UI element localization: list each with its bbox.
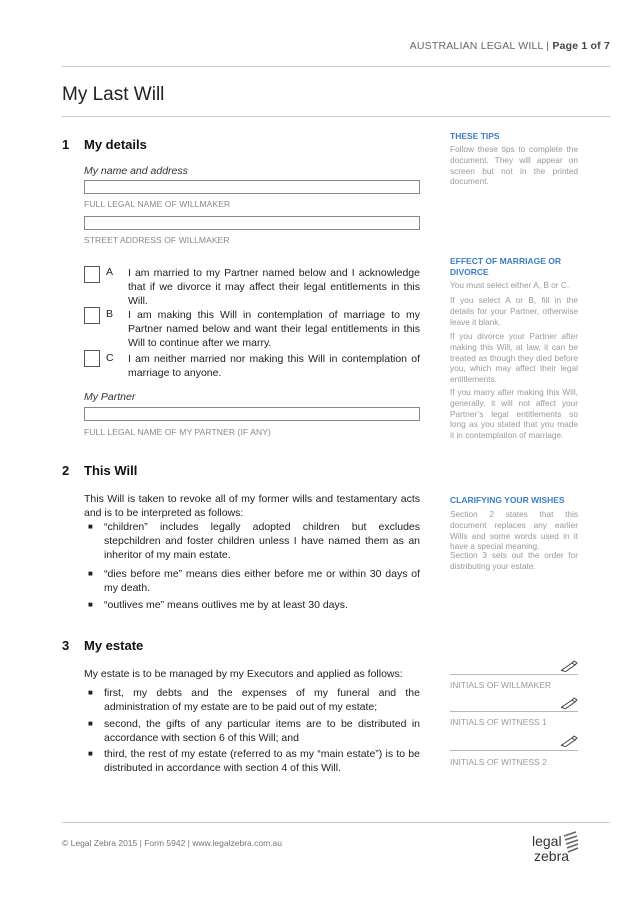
pen-icon <box>560 735 578 747</box>
option-a-text: I am married to my Partner named below and I acknowledge that if we divorce it may affect their legal entitlements in this Will. <box>128 267 420 307</box>
tip-text: If you select A or B, fill in the details for your Partner, otherwise leave it blank. <box>450 295 578 327</box>
section-3-number: 3 <box>62 638 70 653</box>
section-1-title: My details <box>84 137 147 152</box>
pen-icon <box>560 660 578 672</box>
initials-caption: INITIALS OF WITNESS 2 <box>450 757 547 767</box>
footer-text: © Legal Zebra 2015 | Form 5942 | www.legalzebra.com.au <box>62 838 282 848</box>
bullet-icon: ■ <box>88 749 93 758</box>
tip-text: Follow these tips to complete the document. They will appear on screen but not in the printed document. <box>450 144 578 187</box>
section-2-bullet: “dies before me” means dies either before me or within 30 days of my death. <box>104 568 420 594</box>
section-3-bullet: second, the gifts of any particular items are to be distributed in accordance with section 6 of this Will; and <box>104 718 420 744</box>
section-3-intro: My estate is to be managed by my Executors and applied as follows: <box>84 668 403 680</box>
willmaker-address-field[interactable] <box>84 216 420 230</box>
option-c-letter: C <box>106 352 114 364</box>
willmaker-name-field[interactable] <box>84 180 420 194</box>
tip-text: If you divorce your Partner after making this Will, at law, it can be treated as though they died before you, which may affect their legal entitlements. <box>450 331 578 385</box>
willmaker-name-caption: FULL LEGAL NAME OF WILLMAKER <box>84 199 231 209</box>
logo-word-zebra: zebra <box>534 848 570 864</box>
witness-2-initials-line[interactable] <box>450 750 578 751</box>
bullet-icon: ■ <box>88 688 93 697</box>
section-1-number: 1 <box>62 137 70 152</box>
section-2-bullet: “outlives me” means outlives me by at least 30 days. <box>104 599 348 611</box>
footer-divider <box>62 822 610 823</box>
tip-heading-marriage: EFFECT OF MARRIAGE OR DIVORCE <box>450 256 561 277</box>
title-divider <box>62 116 610 117</box>
option-c-text: I am neither married nor making this Will in contemplation of marriage to anyone. <box>128 353 420 379</box>
tip-heading-wishes: CLARIFYING YOUR WISHES <box>450 495 565 505</box>
tip-text: If you marry after making this Will, generally, it will not affect your Partner’s legal entitlements so long as you stated that you made it in contemplation of marriage. <box>450 387 578 441</box>
partner-name-field[interactable] <box>84 407 420 421</box>
bullet-icon: ■ <box>88 522 93 531</box>
bullet-icon: ■ <box>88 600 93 609</box>
option-b-text: I am making this Will in contemplation of marriage to my Partner named below and want their legal entitlements in this Will to continue after we marry. <box>128 309 420 349</box>
bullet-icon: ■ <box>88 719 93 728</box>
option-a-checkbox[interactable] <box>84 266 100 283</box>
tip-heading-these-tips: THESE TIPS <box>450 131 500 141</box>
witness-1-initials-line[interactable] <box>450 711 578 712</box>
page-header: AUSTRALIAN LEGAL WILL | Page 1 of 7 <box>409 40 610 52</box>
option-b-checkbox[interactable] <box>84 307 100 324</box>
initials-caption: INITIALS OF WITNESS 1 <box>450 717 547 727</box>
section-3-bullet: third, the rest of my estate (referred to as my “main estate”) is to be distributed in accordance with section 4 of this Will. <box>104 748 420 774</box>
logo-word-legal: legal <box>532 833 562 849</box>
willmaker-address-caption: STREET ADDRESS OF WILLMAKER <box>84 235 230 245</box>
page-number: Page 1 of 7 <box>552 40 610 52</box>
name-address-label: My name and address <box>84 165 188 177</box>
pen-icon <box>560 697 578 709</box>
section-2-number: 2 <box>62 463 70 478</box>
bullet-icon: ■ <box>88 569 93 578</box>
option-a-letter: A <box>106 266 114 278</box>
legal-zebra-logo <box>530 830 580 866</box>
option-c-checkbox[interactable] <box>84 350 100 367</box>
tip-text: You must select either A, B or C. <box>450 280 570 290</box>
willmaker-initials-line[interactable] <box>450 674 578 675</box>
section-2-title: This Will <box>84 463 138 478</box>
tip-text: Section 2 states that this document replaces any earlier Wills and some words used in it have a special meaning. <box>450 509 578 552</box>
page-title: My Last Will <box>62 84 165 105</box>
section-2-intro: This Will is taken to revoke all of my former wills and testamentary acts and is to be interpreted as follows: <box>84 493 420 519</box>
header-divider <box>62 66 610 67</box>
tip-text: Section 3 sets out the order for distributing your estate. <box>450 550 578 571</box>
option-b-letter: B <box>106 308 114 320</box>
initials-caption: INITIALS OF WILLMAKER <box>450 680 552 690</box>
section-3-title: My estate <box>84 638 144 653</box>
section-2-bullet: “children” includes legally adopted children but excludes stepchildren and foster children unless I have named them as an inheritor of my main estate. <box>104 521 420 561</box>
section-3-bullet: first, my debts and the expenses of my funeral and the administration of my estate are to be paid out of my estate; <box>104 687 420 713</box>
partner-name-caption: FULL LEGAL NAME OF MY PARTNER (IF ANY) <box>84 427 271 437</box>
partner-label: My Partner <box>84 391 136 403</box>
